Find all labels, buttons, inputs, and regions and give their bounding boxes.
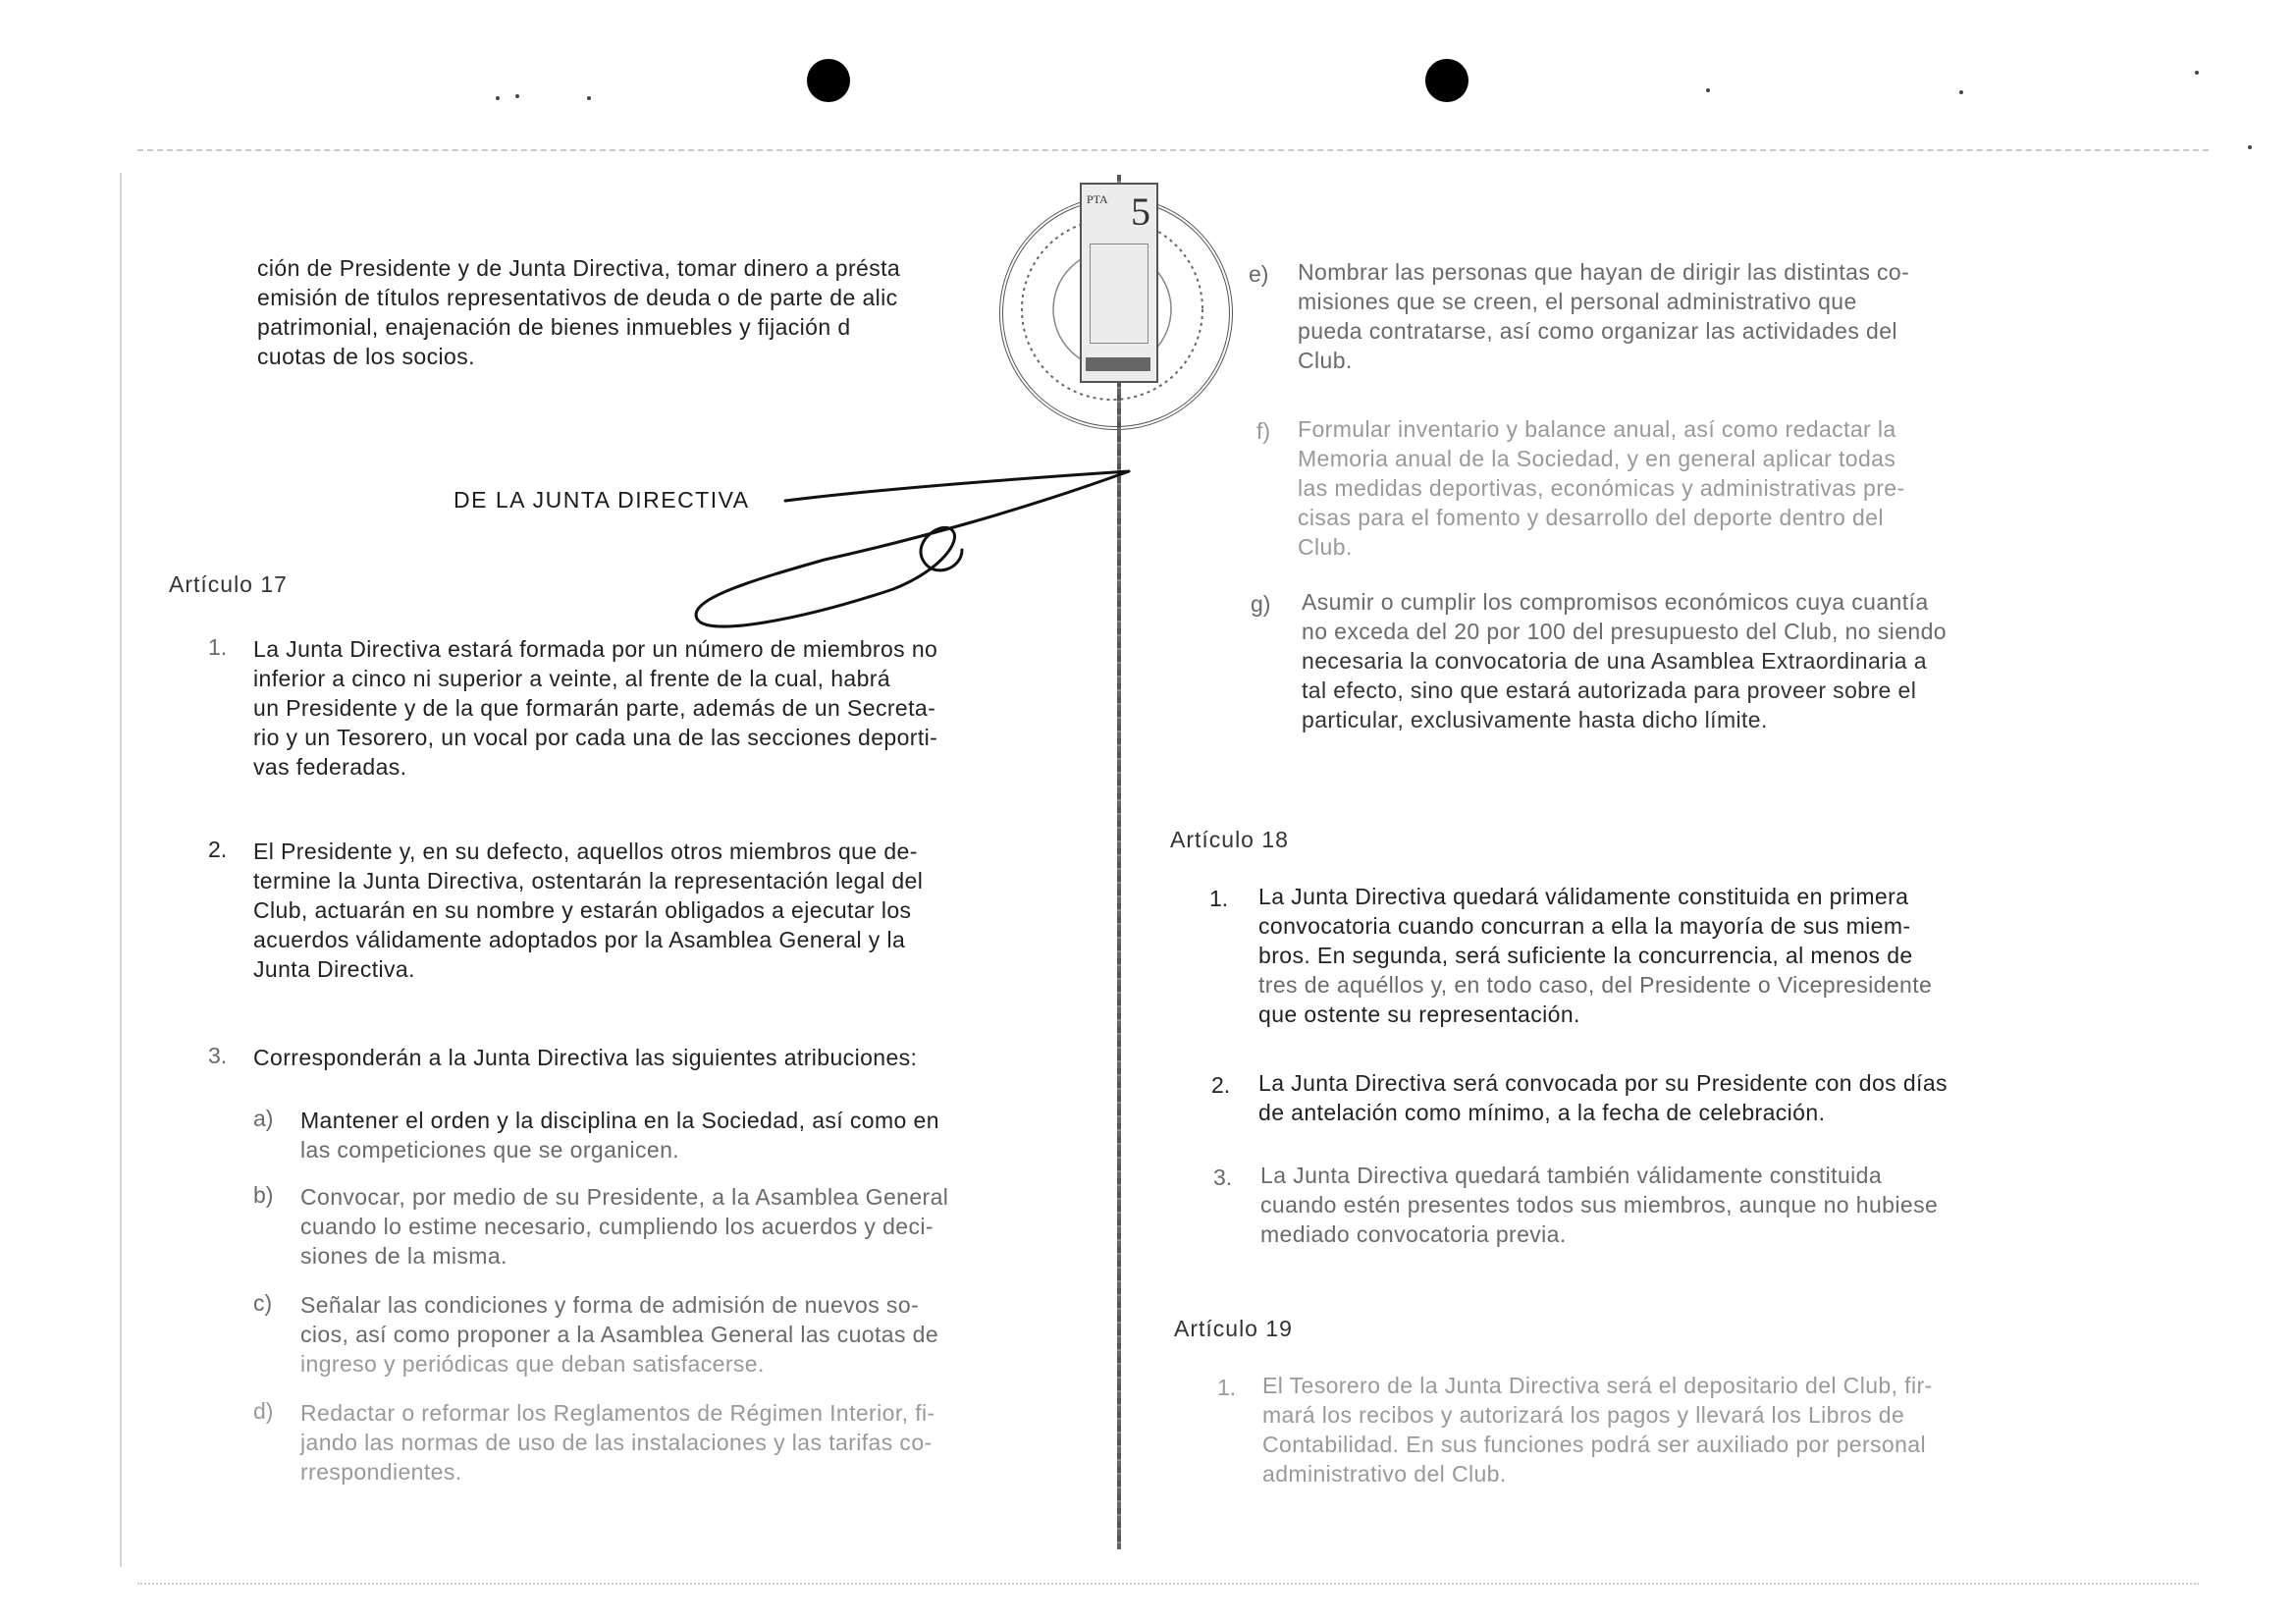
item-number: 3. [208, 1043, 228, 1068]
text-line: rrespondientes. [300, 1459, 462, 1485]
text-line: patrimonial, enajenación de bienes inmuebles y fijación d [257, 314, 851, 340]
punch-hole-left [807, 59, 850, 102]
text-line: Junta Directiva. [253, 956, 415, 982]
text-line: jando las normas de uso de las instalaciones y las tarifas co- [300, 1430, 933, 1455]
text-line: Club. [1298, 348, 1353, 373]
text-line: Señalar las condiciones y forma de admisión de nuevos so- [300, 1292, 920, 1318]
text-line: emisión de títulos representativos de deuda o de parte de alic [257, 285, 898, 310]
text-line: mará los recibos y autorizará los pagos y llevará los Libros de [1262, 1402, 1905, 1428]
text-line: El Tesorero de la Junta Directiva será el depositario del Club, fir- [1262, 1373, 1933, 1398]
text-line: acuerdos válidamente adoptados por la Asamblea General y la [253, 927, 906, 952]
sub-item-g [1302, 587, 2077, 734]
page-edge-bottom [137, 1583, 2199, 1585]
text-line: ción de Presidente y de Junta Directiva, tomar dinero a présta [257, 255, 901, 281]
text-line: cuando estén presentes todos sus miembros, aunque no hubiese [1260, 1192, 1939, 1218]
text-line: Redactar o reformar los Reglamentos de Régimen Interior, fi- [300, 1400, 935, 1426]
stamp-value: 5 [1131, 189, 1150, 234]
text-line: ingreso y periódicas que deban satisfacerse. [300, 1351, 765, 1377]
sub-item-letter: a) [253, 1106, 274, 1131]
scan-speck [587, 96, 591, 100]
article-18-item-2 [1258, 1068, 2083, 1127]
sub-item-a [300, 1106, 1076, 1164]
text-line: El Presidente y, en su defecto, aquellos otros miembros que de- [253, 839, 918, 864]
text-line: tal efecto, sino que estará autorizada para proveer sobre el [1302, 677, 1917, 703]
text-line: Memoria anual de la Sociedad, y en general aplicar todas [1298, 446, 1896, 471]
text-line: Corresponderán a la Junta Directiva las siguientes atribuciones: [253, 1045, 918, 1070]
article-17-title: Artículo 17 [169, 571, 288, 597]
text-line: rio y un Tesorero, un vocal por cada una de las secciones deporti- [253, 725, 938, 750]
item-number: 3. [1213, 1164, 1233, 1190]
article-18-item-3 [1260, 1161, 2075, 1249]
text-line: Contabilidad. En sus funciones podrá ser auxiliado por personal [1262, 1432, 1926, 1457]
text-line: Formular inventario y balance anual, así como redactar la [1298, 416, 1896, 442]
text-line: Convocar, por medio de su Presidente, a la Asamblea General [300, 1184, 949, 1210]
sub-item-letter: b) [253, 1182, 274, 1208]
text-line: La Junta Directiva quedará también válidamente constituida [1260, 1163, 1883, 1188]
text-line: La Junta Directiva estará formada por un número de miembros no [253, 636, 938, 662]
handwritten-signature [667, 452, 1139, 648]
item-number: 1. [1217, 1375, 1237, 1400]
sub-item-letter: c) [253, 1290, 273, 1316]
text-line: cisas para el fomento y desarrollo del deporte dentro del [1298, 505, 1884, 530]
text-line: La Junta Directiva quedará válidamente constituida en primera [1258, 884, 1909, 909]
text-line: inferior a cinco ni superior a veinte, al frente de la cual, habrá [253, 666, 891, 691]
scan-speck [496, 96, 500, 100]
text-line: mediado convocatoria previa. [1260, 1221, 1567, 1247]
sub-item-e [1298, 257, 2073, 375]
text-line: no exceda del 20 por 100 del presupuesto del Club, no siendo [1302, 619, 1947, 644]
text-line: particular, exclusivamente hasta dicho límite. [1302, 707, 1768, 732]
article-17-item-2 [253, 837, 1068, 984]
text-line: Mantener el orden y la disciplina en la Sociedad, así como en [300, 1108, 939, 1133]
text-line: tres de aquéllos y, en todo caso, del Presidente o Vicepresidente [1258, 972, 1933, 998]
text-line: bros. En segunda, será suficiente la concurrencia, al menos de [1258, 943, 1913, 968]
text-line: convocatoria cuando concurran a ella la mayoría de sus miem- [1258, 913, 1911, 939]
scan-speck [1959, 90, 1963, 94]
text-line: pueda contratarse, así como organizar las actividades del [1298, 318, 1897, 344]
stamp-emblem [1090, 244, 1148, 344]
article-17-item-3 [253, 1043, 1088, 1072]
text-line: La Junta Directiva será convocada por su Presidente con dos días [1258, 1070, 1948, 1096]
item-number: 2. [208, 837, 228, 862]
text-line: que ostente su representación. [1258, 1001, 1580, 1027]
page-edge-left [120, 173, 122, 1567]
text-line: cuando lo estime necesario, cumpliendo los acuerdos y deci- [300, 1214, 934, 1239]
intro-paragraph [257, 253, 1072, 371]
text-line: Nombrar las personas que hayan de dirigir las distintas co- [1298, 259, 1910, 285]
item-number: 1. [208, 634, 228, 660]
scan-speck [1706, 88, 1710, 92]
article-19-item-1 [1262, 1371, 2077, 1489]
page-edge-top [137, 149, 2209, 151]
punch-hole-right [1425, 59, 1468, 102]
text-line: Asumir o cumplir los compromisos económicos cuya cuantía [1302, 589, 1929, 615]
scan-speck [2195, 71, 2199, 75]
text-line: un Presidente y de la que formarán parte, además de un Secreta- [253, 695, 936, 721]
text-line: Club. [1298, 534, 1353, 560]
article-17-item-1 [253, 634, 1068, 782]
article-18-item-1 [1258, 882, 2073, 1029]
scan-speck [515, 94, 519, 98]
sub-item-c [300, 1290, 1076, 1379]
article-19-title: Artículo 19 [1174, 1316, 1293, 1341]
scan-speck [2248, 145, 2252, 149]
item-number: 2. [1211, 1072, 1231, 1098]
text-line: administrativo del Club. [1262, 1461, 1507, 1487]
text-line: necesaria la convocatoria de una Asamblea Extraordinaria a [1302, 648, 1927, 674]
sub-item-f [1298, 414, 2073, 562]
text-line: cios, así como proponer a la Asamblea General las cuotas de [300, 1322, 939, 1347]
sub-item-letter: d) [253, 1398, 274, 1424]
text-line: siones de la misma. [300, 1243, 507, 1269]
sub-item-letter: f) [1256, 418, 1271, 444]
text-line: de antelación como mínimo, a la fecha de celebración. [1258, 1100, 1826, 1125]
text-line: las medidas deportivas, económicas y administrativas pre- [1298, 475, 1905, 501]
stamp-currency-label: PTA [1087, 192, 1108, 206]
text-line: termine la Junta Directiva, ostentarán la representación legal del [253, 868, 924, 893]
stamp-bar [1086, 357, 1150, 371]
text-line: vas federadas. [253, 754, 407, 780]
item-number: 1. [1209, 886, 1229, 911]
section-heading: DE LA JUNTA DIRECTIVA [454, 487, 750, 513]
sub-item-b [300, 1182, 1076, 1271]
text-line: misiones que se creen, el personal administrativo que [1298, 289, 1857, 314]
text-line: cuotas de los socios. [257, 344, 475, 369]
text-line: Club, actuarán en su nombre y estarán obligados a ejecutar los [253, 897, 912, 923]
sub-item-letter: e) [1249, 261, 1269, 287]
sub-item-letter: g) [1251, 591, 1271, 617]
article-18-title: Artículo 18 [1170, 827, 1289, 852]
text-line: las competiciones que se organicen. [300, 1137, 680, 1163]
revenue-stamp [1080, 183, 1158, 383]
sub-item-d [300, 1398, 1076, 1487]
